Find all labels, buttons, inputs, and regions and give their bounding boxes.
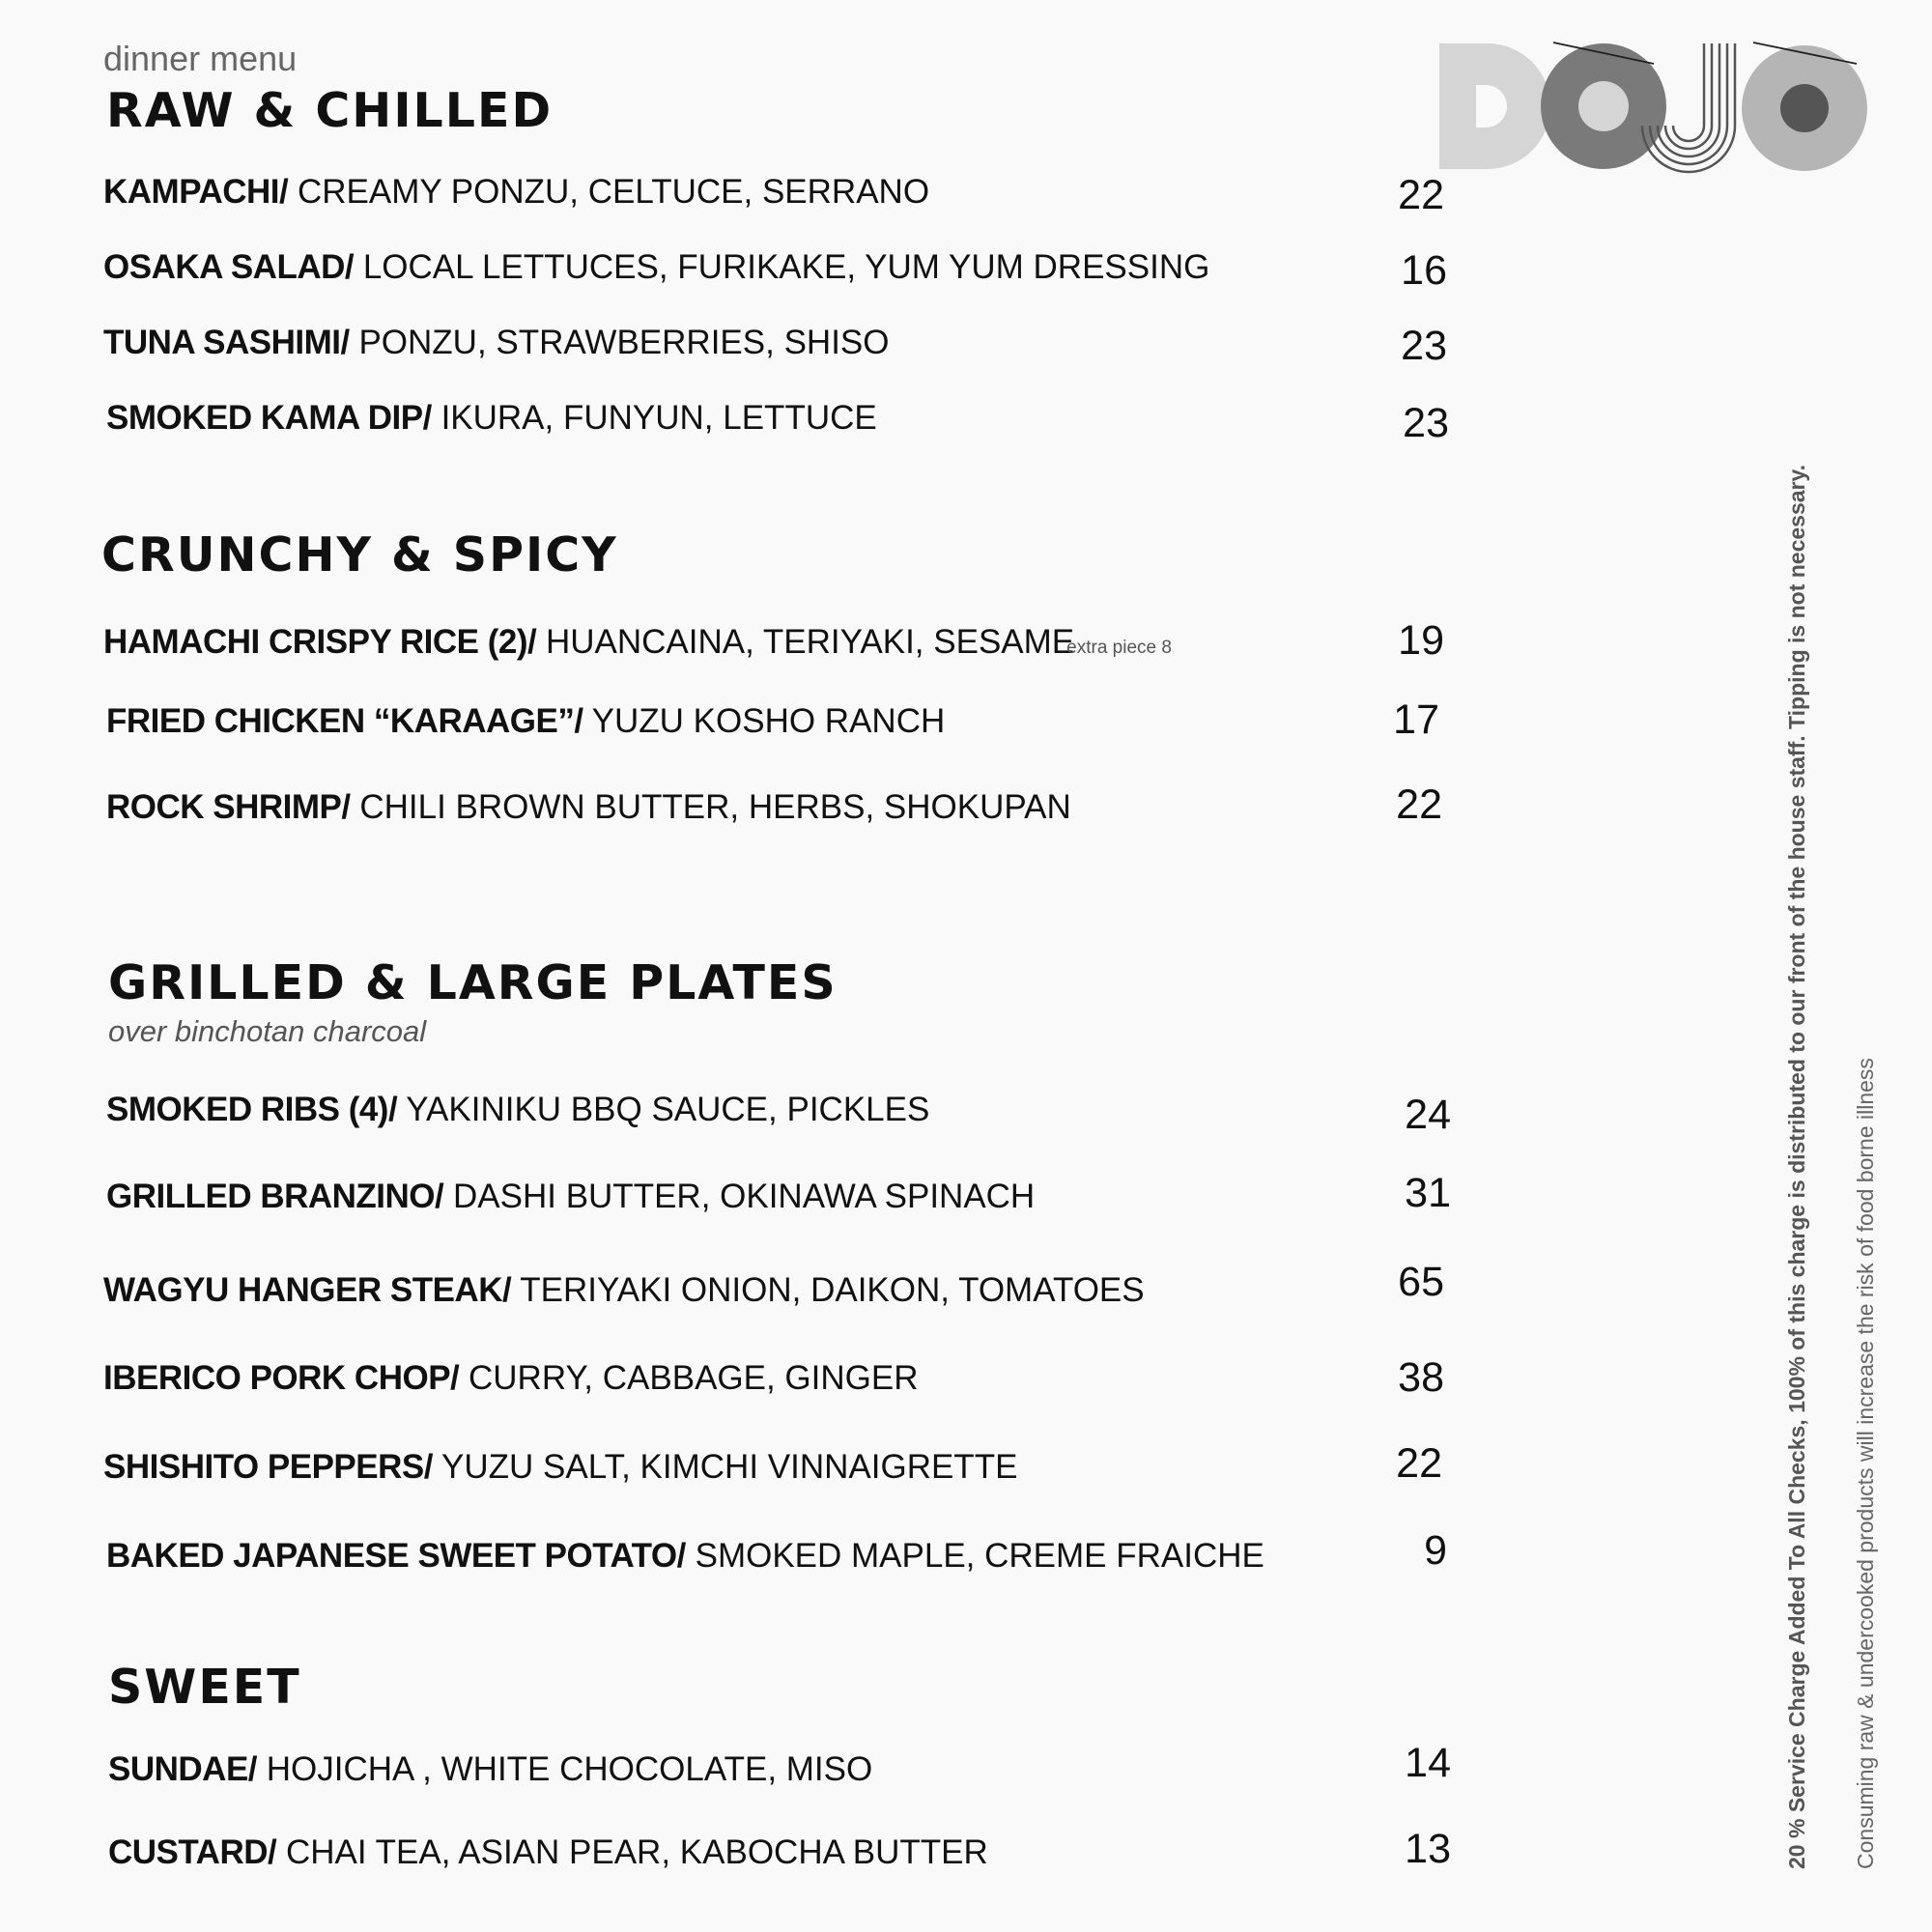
section-title-grilled-large: GRILLED & LARGE PLATES bbox=[108, 955, 838, 1010]
menu-item bbox=[103, 1357, 919, 1400]
item-name: SMOKED KAMA DIP/ bbox=[106, 399, 432, 437]
item-price: 24 bbox=[1405, 1092, 1451, 1138]
menu-item bbox=[106, 397, 877, 440]
item-name: FRIED CHICKEN “KARAAGE”/ bbox=[106, 702, 583, 740]
item-description: YUZU KOSHO RANCH bbox=[591, 702, 946, 740]
item-description: CHAI TEA, ASIAN PEAR, KABOCHA BUTTER bbox=[285, 1833, 988, 1871]
menu-item bbox=[103, 621, 1172, 669]
item-description: CHILI BROWN BUTTER, HERBS, SHOKUPAN bbox=[359, 788, 1071, 826]
item-price: 23 bbox=[1401, 323, 1447, 369]
item-price: 38 bbox=[1398, 1354, 1444, 1401]
item-description: HUANCAINA, TERIYAKI, SESAME bbox=[545, 623, 1075, 661]
item-name: WAGYU HANGER STEAK/ bbox=[103, 1271, 512, 1309]
menu-item bbox=[103, 322, 889, 364]
service-charge-note: 20 % Service Charge Added To All Checks, 100% of this charge is distributed to our front of the house staff. Tipping is not necessary. bbox=[1784, 465, 1809, 1869]
item-price: 65 bbox=[1398, 1259, 1444, 1305]
item-description: TERIYAKI ONION, DAIKON, TOMATOES bbox=[520, 1271, 1145, 1309]
item-description: IKURA, FUNYUN, LETTUCE bbox=[440, 399, 877, 437]
item-description: SMOKED MAPLE, CREME FRAICHE bbox=[695, 1537, 1264, 1575]
item-description: PONZU, STRAWBERRIES, SHISO bbox=[358, 324, 890, 361]
item-name: SHISHITO PEPPERS/ bbox=[103, 1448, 433, 1486]
item-description: HOJICHA , WHITE CHOCOLATE, MISO bbox=[266, 1750, 873, 1788]
menu-item bbox=[106, 786, 1071, 829]
item-price: 9 bbox=[1424, 1527, 1447, 1574]
menu-item bbox=[103, 1446, 1017, 1489]
dojo-logo bbox=[1439, 39, 1869, 174]
menu-item bbox=[103, 1269, 1145, 1312]
menu-subtitle: dinner menu bbox=[103, 39, 298, 78]
section-title-sweet: SWEET bbox=[108, 1660, 301, 1715]
item-name: IBERICO PORK CHOP/ bbox=[103, 1359, 460, 1397]
menu-item bbox=[106, 1089, 929, 1131]
item-price: 31 bbox=[1405, 1170, 1451, 1216]
item-name: GRILLED BRANZINO/ bbox=[106, 1178, 444, 1215]
menu-item bbox=[106, 1535, 1264, 1577]
item-price: 23 bbox=[1403, 400, 1449, 446]
menu-item bbox=[103, 171, 929, 213]
item-price: 19 bbox=[1398, 617, 1444, 664]
section-title-crunchy-spicy: CRUNCHY & SPICY bbox=[101, 527, 618, 582]
item-price: 22 bbox=[1396, 1440, 1442, 1487]
item-extra-note: extra piece 8 bbox=[1066, 638, 1172, 658]
menu-item bbox=[106, 700, 945, 743]
menu-item bbox=[106, 1176, 1035, 1218]
item-price: 22 bbox=[1398, 172, 1444, 218]
item-description: CREAMY PONZU, CELTUCE, SERRANO bbox=[297, 173, 930, 211]
item-price: 17 bbox=[1393, 696, 1439, 743]
item-description: CURRY, CABBAGE, GINGER bbox=[469, 1359, 919, 1397]
item-name: OSAKA SALAD/ bbox=[103, 248, 355, 286]
section-title-raw-chilled: RAW & CHILLED bbox=[106, 83, 554, 138]
menu-item bbox=[108, 1748, 872, 1791]
menu-item bbox=[108, 1832, 988, 1874]
item-description: LOCAL LETTUCES, FURIKAKE, YUM YUM DRESSING bbox=[362, 248, 1210, 286]
item-name: ROCK SHRIMP/ bbox=[106, 788, 351, 826]
item-price: 22 bbox=[1396, 781, 1442, 828]
item-price: 13 bbox=[1405, 1826, 1451, 1872]
section-note-charcoal: over binchotan charcoal bbox=[108, 1014, 427, 1048]
item-name: CUSTARD/ bbox=[108, 1833, 277, 1871]
food-safety-note: Consuming raw & undercooked products will increase the risk of food borne illness bbox=[1853, 1058, 1878, 1869]
item-price: 14 bbox=[1405, 1740, 1451, 1786]
item-name: SMOKED RIBS (4)/ bbox=[106, 1091, 398, 1128]
item-name: KAMPACHI/ bbox=[103, 173, 289, 211]
item-description: YAKINIKU BBQ SAUCE, PICKLES bbox=[406, 1091, 930, 1128]
item-name: HAMACHI CRISPY RICE (2)/ bbox=[103, 623, 537, 661]
item-name: SUNDAE/ bbox=[108, 1750, 258, 1788]
menu-item bbox=[103, 246, 1209, 289]
item-price: 16 bbox=[1401, 247, 1447, 294]
item-description: YUZU SALT, KIMCHI VINNAIGRETTE bbox=[441, 1448, 1018, 1486]
item-name: BAKED JAPANESE SWEET POTATO/ bbox=[106, 1537, 686, 1575]
item-description: DASHI BUTTER, OKINAWA SPINACH bbox=[453, 1178, 1036, 1215]
item-name: TUNA SASHIMI/ bbox=[103, 324, 350, 361]
